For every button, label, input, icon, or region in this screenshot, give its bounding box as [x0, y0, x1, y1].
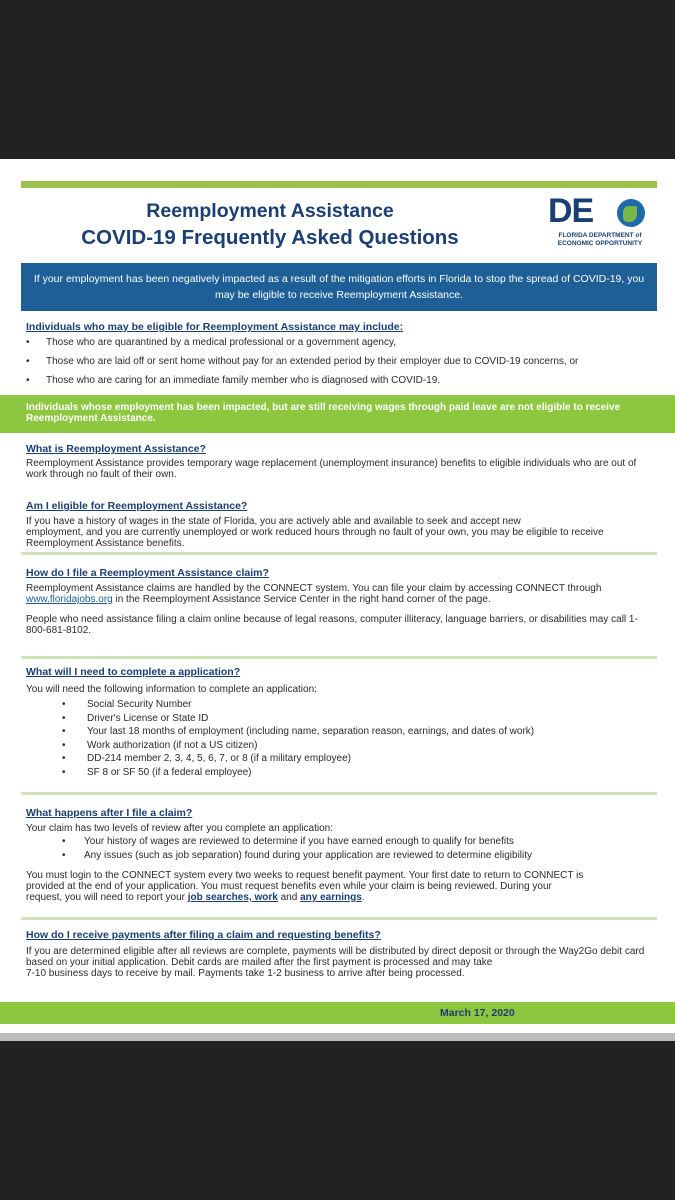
list-item: • DD-214 member 2, 3, 4, 5, 6, 7, or 8 (if a military employee): [62, 753, 351, 764]
page-title-line-2: COVID-19 Frequently Asked Questions: [81, 226, 459, 249]
page-bottom-edge: [0, 1033, 675, 1041]
notice-text: Individuals whose employment has been impacted, but are still receiving wages through paid leave are not eligible to receive Reemployment Assistance.: [26, 402, 621, 424]
logo-subtitle-line-1: FLORIDA DEPARTMENT of: [558, 232, 642, 239]
globe-icon: [617, 199, 645, 227]
faq-pay-line-3: 7-10 business days to receive by mail. Payments take 1-2 business to arrive after being processed.: [26, 968, 465, 979]
list-item: • Your history of wages are reviewed to determine if you have earned enough to qualify for benefits: [62, 836, 514, 847]
logo-letters: DE: [548, 192, 594, 230]
list-item: • Your last 18 months of employment (including name, separation reason, earnings, and dates of work): [62, 726, 535, 737]
faq-pay-line-2: based on your initial application. Debit cards are mailed after the first payment is processed and may take: [26, 957, 493, 968]
section-divider: [21, 656, 657, 659]
faq-need-intro: You will need the following information to complete an application:: [26, 684, 317, 695]
section-divider: [21, 917, 657, 920]
faq-after-list: [62, 836, 652, 864]
faq-eligible-line-2: employment, and you are currently unemployed or work reduced hours through no fault of your own, you may be eligible to receive: [26, 527, 604, 538]
eligible-heading: Individuals who may be eligible for Reemployment Assistance may include:: [26, 321, 404, 333]
faq-after-heading: What happens after I file a claim?: [26, 807, 193, 819]
faq-after-intro: Your claim has two levels of review after you complete an application:: [26, 823, 334, 834]
faq-pay-line-1: If you are determined eligible after all reviews are complete, payments will be distributed by direct deposit or through the Way2Go debit card: [26, 946, 645, 957]
faq-need-list: [62, 699, 652, 780]
faq-pay-heading: How do I receive payments after filing a claim and requesting benefits?: [26, 929, 381, 941]
faq-file-line-2-rest: in the Reemployment Assistance Service Center in the right hand corner of the page.: [112, 594, 491, 605]
list-item: • Driver's License or State ID: [62, 712, 209, 724]
top-green-rule: [21, 181, 657, 188]
intro-text: If your employment has been negatively impacted as a result of the mitigation efforts in Florida to stop the spread of COVID-19, you may be eligible to receive Reemployment Assistance.: [33, 273, 645, 301]
faq-need-heading: What will I need to complete a application?: [26, 666, 241, 678]
page-title-line-1: Reemployment Assistance: [146, 200, 394, 222]
logo-subtitle-line-2: ECONOMIC OPPORTUNITY: [557, 240, 643, 247]
faq-after-body: [26, 870, 651, 903]
eligible-list: [26, 337, 656, 394]
any-earnings-link[interactable]: any earnings: [300, 892, 362, 903]
footer-band: [0, 1002, 675, 1024]
list-item: • Those who are caring for an immediate family member who is diagnosed with COVID-19.: [26, 375, 441, 386]
faq-after-line-3: request, you will need to report your job searches, work and any earnings.: [26, 892, 365, 903]
faq-eligible-heading: Am I eligible for Reemployment Assistance?: [26, 500, 248, 512]
faq-eligible-line-3: Reemployment Assistance benefits.: [26, 538, 185, 549]
faq-file-body: [26, 583, 651, 605]
logo-subtitle: [552, 232, 648, 248]
list-item: • SF 8 or SF 50 (if a federal employee): [62, 766, 252, 778]
job-searches-link[interactable]: job searches, work: [187, 892, 278, 903]
faq-eligible-line-1: If you have a history of wages in the state of Florida, you are actively able and available to seek and accept new: [26, 516, 521, 527]
section-divider: [21, 552, 657, 555]
faq-after-line-2: provided at the end of your application. You must request benefits even while your claim is being reviewed. During your: [26, 881, 552, 892]
faq-document-page: [0, 159, 675, 1033]
faq-file-heading: How do I file a Reemployment Assistance claim?: [26, 567, 269, 579]
deo-logo: [548, 192, 648, 260]
list-item: • Any issues (such as job separation) found during your application are reviewed to determine eligibility: [62, 850, 533, 861]
faq-what-heading: What is Reemployment Assistance?: [26, 443, 206, 455]
list-item: • Those who are laid off or sent home without pay for an extended period by their employer due to COVID-19 concerns, or: [26, 356, 579, 367]
faq-file-line-2: [26, 594, 651, 605]
footer-date: March 17, 2020: [440, 1007, 515, 1019]
faq-file-assistance: People who need assistance filing a claim online because of legal reasons, computer illiteracy, language barriers, or disabilities may call 1-800-681-8102.: [26, 614, 638, 636]
list-item: • Work authorization (if not a US citizen): [62, 739, 258, 751]
section-divider: [21, 792, 657, 795]
faq-what-body: Reemployment Assistance provides temporary wage replacement (unemployment insurance) benefits to eligible individuals who are out of work through no fault of their own.: [26, 458, 637, 480]
list-item: • Those who are quarantined by a medical professional or a government agency,: [26, 337, 397, 348]
faq-pay-body: [26, 946, 651, 979]
faq-eligible-body: [26, 516, 651, 549]
list-item: • Social Security Number: [62, 699, 192, 710]
floridajobs-link[interactable]: www.floridajobs.org: [26, 594, 113, 605]
faq-after-line-1: You must login to the CONNECT system every two weeks to request benefit payment. Your first date to return to CONNECT is: [26, 870, 584, 881]
faq-file-line-1: Reemployment Assistance claims are handled by the CONNECT system. You can file your claim by accessing CONNECT through: [26, 583, 602, 594]
